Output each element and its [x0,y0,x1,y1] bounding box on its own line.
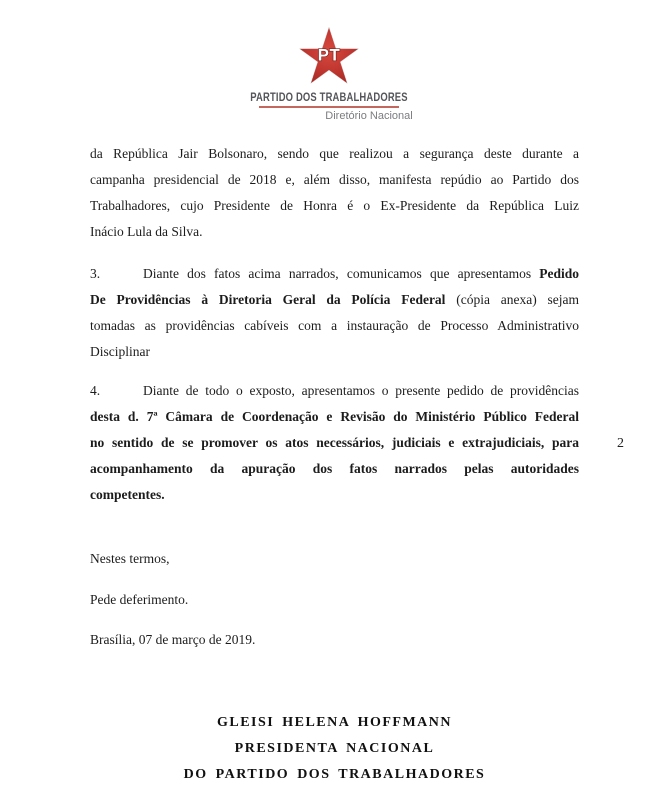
text-line [90,430,579,456]
signature-block [90,710,579,788]
closing-pede-deferimento [90,587,579,613]
closing-place-date [90,627,579,653]
closing-nestes-termos [90,546,579,572]
paragraph-continuation [90,141,579,245]
text-segment: Pedido [539,266,579,281]
paragraph-3 [90,261,579,365]
text-segment: Trabalhadores, cujo Presidente de Honra é o Ex-Presidente da República Luiz [90,198,579,213]
text-segment: Diante dos fatos acima narrados, comunicamos que apresentamos [143,266,540,281]
text-line [90,456,579,482]
text-line [90,482,579,508]
text-line [90,167,579,193]
text-segment: De Providências à Diretoria Geral da Polícia Federal [90,292,446,307]
org-division: Diretório Nacional [325,110,413,122]
text-segment: Brasília, 07 de março de 2019. [90,632,256,647]
page-number: 2 [617,436,624,451]
org-name-underline [259,106,399,108]
text-line [90,404,579,430]
text-segment: da República Jair Bolsonaro, sendo que realizou a segurança deste durante a [90,146,579,161]
text-line [90,378,579,404]
text-segment: acompanhamento da apuração dos fatos narrados pelas autoridades [90,461,579,476]
pt-logo-star-icon [298,27,360,87]
text-segment: desta d. 7ª Câmara de Coordenação e Revisão do Ministério Público Federal [90,409,579,424]
text-line [90,313,579,339]
text-segment: Diante de todo o exposto, apresentamos o presente pedido de providências [143,383,579,398]
paragraph-4 [90,378,579,508]
paragraph-number: 4. [90,383,101,398]
text-line [90,546,579,572]
paragraph-number: 3. [90,266,101,281]
org-name: PARTIDO DOS TRABALHADORES [250,92,408,104]
text-line [90,627,579,653]
text-segment: competentes. [90,487,165,502]
text-line [90,287,579,313]
signature-organization: DO PARTIDO DOS TRABALHADORES [183,767,486,782]
signature-title: PRESIDENTA NACIONAL [234,741,435,756]
text-line [90,141,579,167]
text-line [90,587,579,613]
document-body [90,141,579,653]
text-segment: Disciplinar [90,344,150,359]
text-line [90,219,579,245]
text-line [90,261,579,287]
text-segment: campanha presidencial de 2018 e, além disso, manifesta repúdio ao Partido dos [90,172,579,187]
text-segment: no sentido de se promover os atos necessários, judiciais e extrajudiciais, para [90,435,579,450]
signature-name: GLEISI HELENA HOFFMANN [216,715,453,730]
letterhead [0,27,658,122]
pt-logo-initials: PT [317,45,341,65]
text-segment: Nestes termos, [90,551,170,566]
text-segment: tomadas as providências cabíveis com a instauração de Processo Administrativo [90,318,579,333]
text-segment: Inácio Lula da Silva. [90,224,203,239]
text-line [90,193,579,219]
text-segment: Pede deferimento. [90,592,189,607]
text-segment: (cópia anexa) sejam [445,292,579,307]
text-line [90,339,579,365]
